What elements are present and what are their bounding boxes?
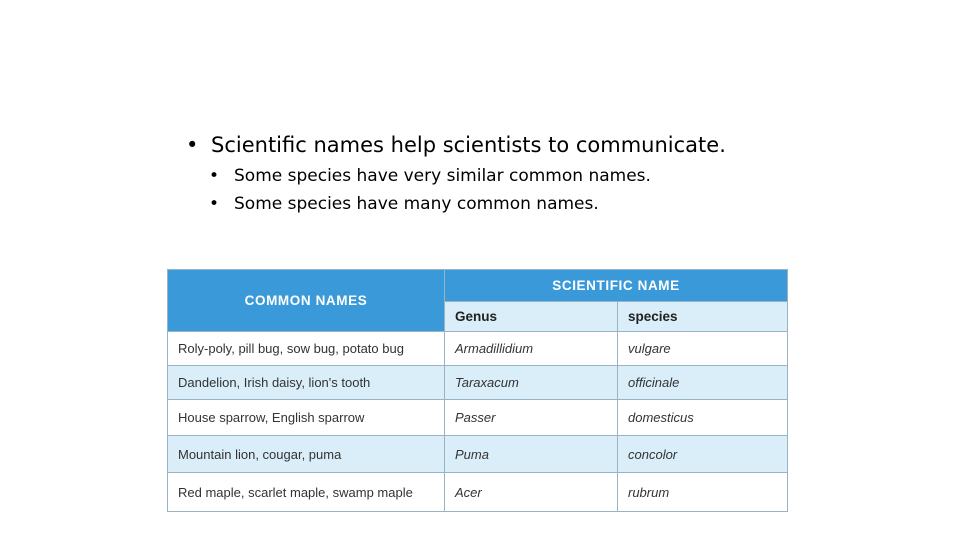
sub-bullet-text: Some species have many common names. [234,194,599,214]
table-row [168,366,788,400]
sub-bullet-text: Some species have very similar common names. [234,166,651,186]
species-cell: concolor [618,436,788,473]
header-species: species [618,302,788,332]
species-cell: vulgare [618,332,788,366]
genus-cell: Passer [445,400,618,436]
table-row [168,473,788,512]
species-cell: rubrum [618,473,788,512]
bullet-list [186,128,886,218]
species-cell: officinale [618,366,788,400]
common-name-cell: Dandelion, Irish daisy, lion's tooth [168,366,445,400]
common-name-cell: Roly-poly, pill bug, sow bug, potato bug [168,332,445,366]
header-common-names: COMMON NAMES [168,270,445,332]
bullet-main [186,128,886,162]
names-table-container [167,269,787,511]
names-table [167,269,788,512]
common-name-cell: House sparrow, English sparrow [168,400,445,436]
table-row [168,332,788,366]
sub-bullet [186,162,886,190]
bullet-dot: • [209,194,220,214]
genus-cell: Armadillidium [445,332,618,366]
sub-bullet [186,190,886,218]
table-row [168,436,788,473]
table-row [168,400,788,436]
bullet-dot: • [186,133,199,157]
header-genus: Genus [445,302,618,332]
common-name-cell: Mountain lion, cougar, puma [168,436,445,473]
species-cell: domesticus [618,400,788,436]
common-name-cell: Red maple, scarlet maple, swamp maple [168,473,445,512]
genus-cell: Puma [445,436,618,473]
bullet-dot: • [209,166,220,186]
header-scientific-name: SCIENTIFIC NAME [445,270,788,302]
genus-cell: Taraxacum [445,366,618,400]
genus-cell: Acer [445,473,618,512]
bullet-main-text: Scientific names help scientists to communicate. [211,133,726,157]
